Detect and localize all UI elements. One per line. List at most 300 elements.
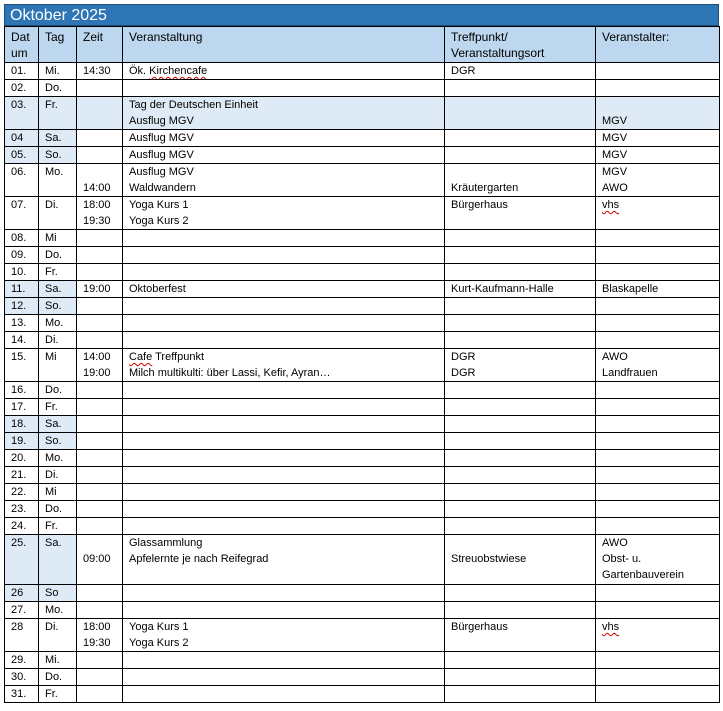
- table-row: [5, 484, 720, 501]
- cell-veranstalter: [596, 619, 720, 652]
- table-row: [5, 298, 720, 315]
- veranstalter-line: [602, 63, 719, 79]
- ort-line: Bürgerhaus: [451, 621, 508, 633]
- cell-veranstalter: [596, 264, 720, 281]
- veranstalter-line: [602, 416, 719, 432]
- veranstalter-line: AWO: [602, 537, 628, 549]
- cell-datum: 13.: [5, 315, 39, 332]
- calendar-sheet: [4, 4, 719, 703]
- cell-veranstalter: [596, 298, 720, 315]
- ort-line: [451, 213, 595, 229]
- cell-tag: Mi.: [39, 652, 77, 669]
- cell-ort: [445, 247, 596, 264]
- cell-datum: 27.: [5, 602, 39, 619]
- cell-ort: [445, 518, 596, 535]
- header-row: [5, 27, 720, 63]
- ort-line: [451, 652, 595, 668]
- veranstalter-line: MGV: [602, 149, 628, 161]
- cell-datum: 06.: [5, 164, 39, 197]
- cell-ort: [445, 164, 596, 197]
- veranstalter-line: Landfrauen: [602, 367, 658, 379]
- cell-event: [123, 197, 445, 230]
- cell-zeit: [77, 501, 123, 518]
- cell-ort: [445, 264, 596, 281]
- cell-event: [123, 130, 445, 147]
- cell-ort: [445, 484, 596, 501]
- cell-event: [123, 264, 445, 281]
- header-tag: Tag: [39, 27, 77, 63]
- table-row: [5, 281, 720, 298]
- zeit-line: [83, 567, 122, 583]
- cell-ort: [445, 80, 596, 97]
- zeit-line: [83, 230, 122, 246]
- zeit-line: [83, 382, 122, 398]
- cell-tag: Di.: [39, 619, 77, 652]
- table-row: [5, 652, 720, 669]
- event-line: Ausflug MGV: [129, 166, 194, 178]
- cell-tag: Sa.: [39, 535, 77, 585]
- cell-event: [123, 535, 445, 585]
- cell-ort: [445, 619, 596, 652]
- zeit-line: [83, 669, 122, 685]
- cell-event: [123, 247, 445, 264]
- table-row: [5, 264, 720, 281]
- cell-zeit: [77, 602, 123, 619]
- ort-line: [451, 585, 595, 601]
- veranstalter-line: Gartenbauverein: [602, 569, 684, 581]
- cell-zeit: [77, 518, 123, 535]
- cell-tag: Do.: [39, 80, 77, 97]
- veranstalter-line: [602, 652, 719, 668]
- cell-tag: Mo.: [39, 450, 77, 467]
- cell-datum: 29.: [5, 652, 39, 669]
- zeit-line: [83, 147, 122, 163]
- veranstalter-line: [602, 230, 719, 246]
- veranstalter-line: [602, 686, 719, 702]
- zeit-line: 14:00: [83, 182, 111, 194]
- cell-event: [123, 433, 445, 450]
- zeit-line: 18:00: [83, 621, 111, 633]
- cell-tag: Fr.: [39, 97, 77, 130]
- event-line: Milch multikulti: über Lassi, Kefir, Ayran…: [129, 367, 331, 379]
- ort-line: [451, 97, 595, 113]
- event-line: [129, 264, 444, 280]
- cell-tag: So.: [39, 147, 77, 164]
- ort-line: [451, 147, 595, 163]
- ort-line: [451, 450, 595, 466]
- cell-zeit: [77, 433, 123, 450]
- zeit-line: [83, 602, 122, 618]
- zeit-line: [83, 164, 122, 180]
- cell-veranstalter: [596, 669, 720, 686]
- cell-zeit: [77, 416, 123, 433]
- cell-tag: Sa.: [39, 281, 77, 298]
- veranstalter-line: vhs: [602, 621, 620, 633]
- ort-line: DGR: [451, 367, 476, 379]
- cell-ort: [445, 399, 596, 416]
- ort-line: [451, 264, 595, 280]
- event-line: [129, 332, 444, 348]
- ort-line: [451, 669, 595, 685]
- zeit-line: 19:00: [83, 367, 111, 379]
- cell-datum: 30.: [5, 669, 39, 686]
- ort-line: [451, 535, 595, 551]
- cell-datum: 28: [5, 619, 39, 652]
- ort-line: [451, 518, 595, 534]
- table-row: [5, 467, 720, 484]
- cell-tag: Sa.: [39, 416, 77, 433]
- cell-tag: Mi: [39, 349, 77, 382]
- zeit-line: 14:30: [83, 65, 111, 77]
- veranstalter-line: [602, 315, 719, 331]
- cell-veranstalter: [596, 433, 720, 450]
- cell-tag: Fr.: [39, 518, 77, 535]
- cell-zeit: [77, 281, 123, 298]
- cell-event: [123, 602, 445, 619]
- cell-zeit: [77, 484, 123, 501]
- veranstalter-line: [602, 433, 719, 449]
- cell-veranstalter: [596, 484, 720, 501]
- ort-line: [451, 315, 595, 331]
- event-line: [129, 80, 444, 96]
- cell-event: [123, 332, 445, 349]
- zeit-line: [83, 130, 122, 146]
- cell-zeit: [77, 467, 123, 484]
- cell-zeit: [77, 97, 123, 130]
- cell-ort: [445, 433, 596, 450]
- cell-tag: Do.: [39, 247, 77, 264]
- ort-line: [451, 298, 595, 314]
- veranstalter-line: [602, 97, 719, 113]
- cell-event: [123, 467, 445, 484]
- event-line: Yoga Kurs 1: [129, 621, 189, 633]
- event-line: [129, 501, 444, 517]
- zeit-line: 19:30: [83, 637, 111, 649]
- cell-ort: [445, 130, 596, 147]
- cell-tag: Mo.: [39, 164, 77, 197]
- cell-ort: [445, 147, 596, 164]
- event-line: [129, 298, 444, 314]
- cell-zeit: [77, 315, 123, 332]
- cell-tag: Fr.: [39, 399, 77, 416]
- cell-veranstalter: [596, 315, 720, 332]
- cell-veranstalter: [596, 382, 720, 399]
- cell-tag: Di.: [39, 467, 77, 484]
- zeit-line: 14:00: [83, 351, 111, 363]
- zeit-line: [83, 484, 122, 500]
- header-datum: [5, 27, 39, 63]
- zeit-line: [83, 416, 122, 432]
- veranstalter-line: [602, 602, 719, 618]
- event-line: [129, 450, 444, 466]
- cell-veranstalter: [596, 197, 720, 230]
- event-line: Tag der Deutschen Einheit: [129, 99, 259, 111]
- cell-ort: [445, 382, 596, 399]
- zeit-line: [83, 652, 122, 668]
- cell-ort: [445, 450, 596, 467]
- cell-zeit: [77, 399, 123, 416]
- table-row: [5, 619, 720, 652]
- cell-tag: So.: [39, 433, 77, 450]
- cell-zeit: [77, 298, 123, 315]
- cell-ort: [445, 349, 596, 382]
- event-line: [129, 602, 444, 618]
- cell-ort: [445, 686, 596, 703]
- ort-line: [451, 602, 595, 618]
- cell-ort: [445, 467, 596, 484]
- table-body: [5, 63, 720, 703]
- cell-zeit: [77, 63, 123, 80]
- veranstalter-line: [602, 518, 719, 534]
- table-row: [5, 686, 720, 703]
- veranstalter-line: [602, 80, 719, 96]
- cell-veranstalter: [596, 147, 720, 164]
- cell-ort: [445, 97, 596, 130]
- veranstalter-line: [602, 669, 719, 685]
- veranstalter-line: Blaskapelle: [602, 283, 659, 295]
- cell-ort: [445, 501, 596, 518]
- cell-datum: 22.: [5, 484, 39, 501]
- cell-tag: Mi: [39, 230, 77, 247]
- cell-datum: 23.: [5, 501, 39, 518]
- cell-veranstalter: [596, 63, 720, 80]
- cell-tag: Sa.: [39, 130, 77, 147]
- cell-datum: 07.: [5, 197, 39, 230]
- cell-tag: Mi: [39, 484, 77, 501]
- cell-zeit: [77, 669, 123, 686]
- event-line: [129, 669, 444, 685]
- event-line: [129, 315, 444, 331]
- cell-tag: Di.: [39, 197, 77, 230]
- cell-datum: 14.: [5, 332, 39, 349]
- event-line: [129, 230, 444, 246]
- event-line: [129, 416, 444, 432]
- zeit-line: [83, 686, 122, 702]
- ort-line: [451, 230, 595, 246]
- cell-tag: Mo.: [39, 602, 77, 619]
- cell-tag: Do.: [39, 382, 77, 399]
- cell-zeit: [77, 535, 123, 585]
- table-row: [5, 247, 720, 264]
- month-title: Oktober 2025: [4, 4, 719, 26]
- veranstalter-line: [602, 332, 719, 348]
- event-line: Yoga Kurs 2: [129, 215, 189, 227]
- table-row: [5, 147, 720, 164]
- veranstalter-line: Obst- u.: [602, 553, 642, 565]
- cell-event: [123, 281, 445, 298]
- zeit-line: [83, 332, 122, 348]
- cell-veranstalter: [596, 399, 720, 416]
- ort-line: DGR: [451, 65, 476, 77]
- cell-ort: [445, 585, 596, 602]
- event-line: Ausflug MGV: [129, 132, 194, 144]
- cell-event: [123, 97, 445, 130]
- ort-line: [451, 416, 595, 432]
- header-ort: [445, 27, 596, 63]
- ort-line: [451, 635, 595, 651]
- cell-event: [123, 349, 445, 382]
- cell-veranstalter: [596, 332, 720, 349]
- header-datum-line2: um: [11, 46, 28, 60]
- veranstalter-line: [602, 585, 719, 601]
- cell-ort: [445, 669, 596, 686]
- cell-ort: [445, 416, 596, 433]
- event-line: Cafe Treffpunkt: [129, 351, 205, 363]
- cell-zeit: [77, 264, 123, 281]
- cell-tag: So: [39, 585, 77, 602]
- cell-zeit: [77, 230, 123, 247]
- cell-datum: 08.: [5, 230, 39, 247]
- zeit-line: [83, 315, 122, 331]
- cell-zeit: [77, 332, 123, 349]
- zeit-line: [83, 518, 122, 534]
- cell-veranstalter: [596, 467, 720, 484]
- event-line: [129, 652, 444, 668]
- ort-line: [451, 332, 595, 348]
- ort-line: [451, 686, 595, 702]
- cell-zeit: [77, 197, 123, 230]
- cell-datum: 03.: [5, 97, 39, 130]
- ort-line: DGR: [451, 351, 476, 363]
- ort-line: [451, 113, 595, 129]
- event-line: Yoga Kurs 1: [129, 199, 189, 211]
- zeit-line: [83, 450, 122, 466]
- table-row: [5, 230, 720, 247]
- zeit-line: [83, 97, 122, 113]
- ort-line: Kurt-Kaufmann-Halle: [451, 283, 554, 295]
- cell-event: [123, 164, 445, 197]
- cell-ort: [445, 332, 596, 349]
- table-row: [5, 501, 720, 518]
- event-line: [129, 484, 444, 500]
- cell-datum: 17.: [5, 399, 39, 416]
- ort-line: [451, 247, 595, 263]
- table-row: [5, 585, 720, 602]
- zeit-line: [83, 433, 122, 449]
- cell-event: [123, 619, 445, 652]
- veranstalter-line: [602, 247, 719, 263]
- cell-event: [123, 315, 445, 332]
- veranstalter-line: MGV: [602, 132, 628, 144]
- event-line: Yoga Kurs 2: [129, 637, 189, 649]
- veranstalter-line: [602, 635, 719, 651]
- cell-veranstalter: [596, 164, 720, 197]
- cell-tag: Mi.: [39, 63, 77, 80]
- cell-event: [123, 518, 445, 535]
- zeit-line: [83, 113, 122, 129]
- veranstalter-line: [602, 467, 719, 483]
- event-line: [129, 433, 444, 449]
- ort-line: [451, 130, 595, 146]
- cell-tag: Di.: [39, 332, 77, 349]
- header-ort-line1: Treffpunkt/: [451, 30, 508, 44]
- cell-veranstalter: [596, 247, 720, 264]
- table-row: [5, 197, 720, 230]
- event-line: Glassammlung: [129, 537, 203, 549]
- ort-line: [451, 467, 595, 483]
- ort-line: Streuobstwiese: [451, 553, 527, 565]
- cell-event: [123, 63, 445, 80]
- cell-event: [123, 652, 445, 669]
- table-row: [5, 130, 720, 147]
- table-row: [5, 416, 720, 433]
- cell-zeit: [77, 164, 123, 197]
- zeit-line: 19:00: [83, 283, 111, 295]
- cell-zeit: [77, 450, 123, 467]
- cell-datum: 26: [5, 585, 39, 602]
- cell-zeit: [77, 585, 123, 602]
- cell-ort: [445, 197, 596, 230]
- event-line: Oktoberfest: [129, 283, 186, 295]
- cell-veranstalter: [596, 416, 720, 433]
- table-row: [5, 97, 720, 130]
- cell-ort: [445, 230, 596, 247]
- cell-ort: [445, 652, 596, 669]
- cell-veranstalter: [596, 535, 720, 585]
- cell-veranstalter: [596, 501, 720, 518]
- cell-datum: 09.: [5, 247, 39, 264]
- ort-line: Kräutergarten: [451, 182, 519, 194]
- cell-zeit: [77, 652, 123, 669]
- event-line: [129, 247, 444, 263]
- table-row: [5, 63, 720, 80]
- zeit-line: [83, 298, 122, 314]
- event-line: [129, 399, 444, 415]
- cell-datum: 25.: [5, 535, 39, 585]
- cell-veranstalter: [596, 602, 720, 619]
- table-row: [5, 315, 720, 332]
- header-datum-line1: Dat: [11, 30, 30, 44]
- veranstalter-line: [602, 399, 719, 415]
- cell-veranstalter: [596, 349, 720, 382]
- cell-datum: 01.: [5, 63, 39, 80]
- event-line: [129, 518, 444, 534]
- event-line: [129, 467, 444, 483]
- cell-veranstalter: [596, 686, 720, 703]
- cell-veranstalter: [596, 518, 720, 535]
- cell-datum: 15.: [5, 349, 39, 382]
- cell-zeit: [77, 686, 123, 703]
- cell-event: [123, 484, 445, 501]
- cell-veranstalter: [596, 97, 720, 130]
- ort-line: [451, 382, 595, 398]
- cell-zeit: [77, 147, 123, 164]
- cell-veranstalter: [596, 450, 720, 467]
- cell-zeit: [77, 247, 123, 264]
- cell-datum: 10.: [5, 264, 39, 281]
- table-row: [5, 535, 720, 585]
- veranstalter-line: AWO: [602, 182, 628, 194]
- event-table: [4, 26, 720, 703]
- cell-veranstalter: [596, 80, 720, 97]
- header-ort-line2: Veranstaltungsort: [451, 46, 545, 60]
- zeit-line: [83, 80, 122, 96]
- ort-line: [451, 399, 595, 415]
- zeit-line: [83, 467, 122, 483]
- cell-datum: 11.: [5, 281, 39, 298]
- cell-datum: 18.: [5, 416, 39, 433]
- event-line: Waldwandern: [129, 182, 196, 194]
- cell-event: [123, 416, 445, 433]
- table-row: [5, 602, 720, 619]
- ort-line: [451, 567, 595, 583]
- veranstalter-line: [602, 213, 719, 229]
- veranstalter-line: [602, 264, 719, 280]
- zeit-line: [83, 535, 122, 551]
- event-line: [129, 567, 444, 583]
- cell-veranstalter: [596, 130, 720, 147]
- veranstalter-line: [602, 484, 719, 500]
